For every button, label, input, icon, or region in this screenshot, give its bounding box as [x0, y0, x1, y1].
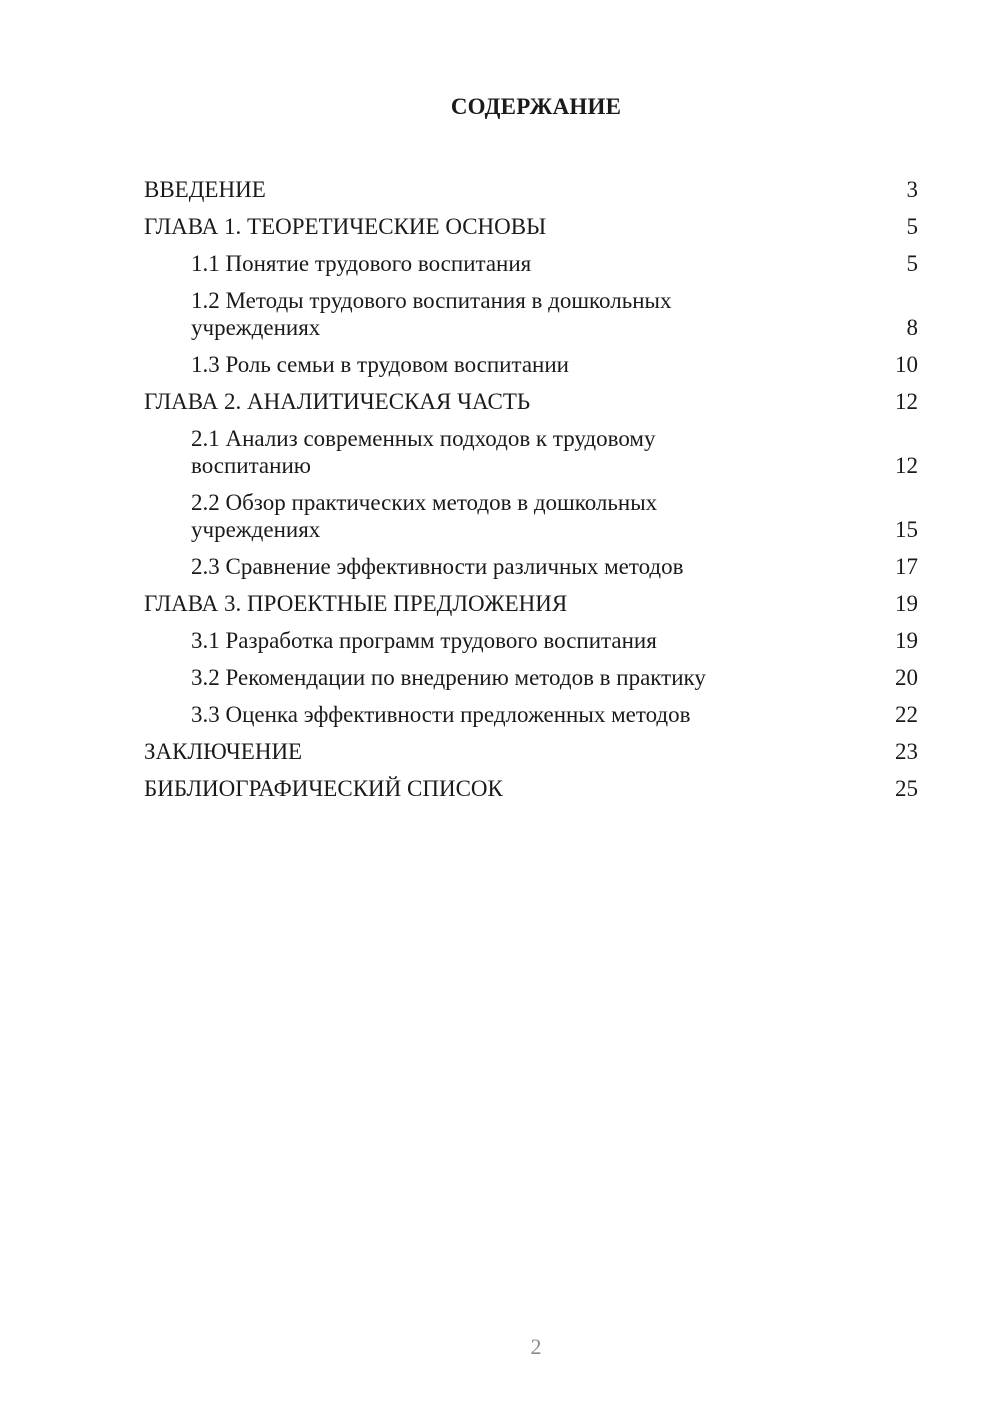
toc-entry-page: 12: [895, 453, 918, 478]
toc-entry-page: 20: [895, 665, 918, 690]
toc-entry-section-2-3: [144, 543, 918, 580]
toc-entry-section-1-1: [144, 240, 918, 277]
toc-entry-section-3-1: [144, 617, 918, 654]
toc-entry-label: 3.1 Разработка программ трудового воспитания: [191, 628, 657, 653]
toc-entry-page: 17: [895, 554, 918, 579]
toc-list: [144, 166, 918, 802]
toc-entry-section-2-2: [144, 479, 918, 543]
toc-entry-label: 3.3 Оценка эффективности предложенных методов: [191, 702, 691, 727]
toc-entry-label: 3.2 Рекомендации по внедрению методов в практику: [191, 665, 706, 690]
toc-entry-page: 10: [895, 352, 918, 377]
toc-entry-label: ГЛАВА 1. ТЕОРЕТИЧЕСКИЕ ОСНОВЫ: [144, 214, 547, 239]
toc-entry-page: 23: [895, 739, 918, 764]
toc-entry-page: 15: [895, 517, 918, 542]
toc-entry-page: 5: [906, 251, 918, 276]
toc-entry-chapter-2: [144, 378, 918, 415]
toc-entry-page: 12: [895, 389, 918, 414]
toc-entry-page: 3: [906, 177, 918, 202]
toc-title: СОДЕРЖАНИЕ: [450, 94, 622, 119]
toc-entry-section-1-2: [144, 277, 918, 341]
toc-entry-label: 1.2 Методы трудового воспитания в дошкольных учреждениях: [191, 288, 672, 340]
toc-entry-page: 8: [906, 315, 918, 340]
toc-entry-page: 19: [895, 628, 918, 653]
toc-entry-chapter-1: [144, 203, 918, 240]
page-number: 2: [530, 1334, 542, 1359]
toc-entry-introduction: [144, 166, 918, 203]
toc-entry-label: БИБЛИОГРАФИЧЕСКИЙ СПИСОК: [144, 776, 503, 801]
toc-entry-section-3-3: [144, 691, 918, 728]
toc-entry-page: 25: [895, 776, 918, 801]
toc-entry-label: 1.1 Понятие трудового воспитания: [191, 251, 532, 276]
toc-entry-section-2-1: [144, 415, 918, 479]
toc-entry-section-1-3: [144, 341, 918, 378]
toc-entry-label: ГЛАВА 3. ПРОЕКТНЫЕ ПРЕДЛОЖЕНИЯ: [144, 591, 568, 616]
toc-entry-conclusion: [144, 728, 918, 765]
toc-entry-label: ВВЕДЕНИЕ: [144, 177, 266, 202]
toc-entry-page: 19: [895, 591, 918, 616]
toc-entry-label: 2.1 Анализ современных подходов к трудовому воспитанию: [191, 426, 656, 478]
toc-entry-chapter-3: [144, 580, 918, 617]
toc-entry-label: 2.3 Сравнение эффективности различных методов: [191, 554, 684, 579]
toc-entry-page: 22: [895, 702, 918, 727]
toc-entry-page: 5: [906, 214, 918, 239]
toc-entry-label: ЗАКЛЮЧЕНИЕ: [144, 739, 303, 764]
toc-entry-section-3-2: [144, 654, 918, 691]
toc-entry-label: ГЛАВА 2. АНАЛИТИЧЕСКАЯ ЧАСТЬ: [144, 389, 531, 414]
toc-entry-label: 2.2 Обзор практических методов в дошкольных учреждениях: [191, 490, 658, 542]
toc-entry-bibliography: [144, 765, 918, 802]
toc-entry-label: 1.3 Роль семьи в трудовом воспитании: [191, 352, 569, 377]
